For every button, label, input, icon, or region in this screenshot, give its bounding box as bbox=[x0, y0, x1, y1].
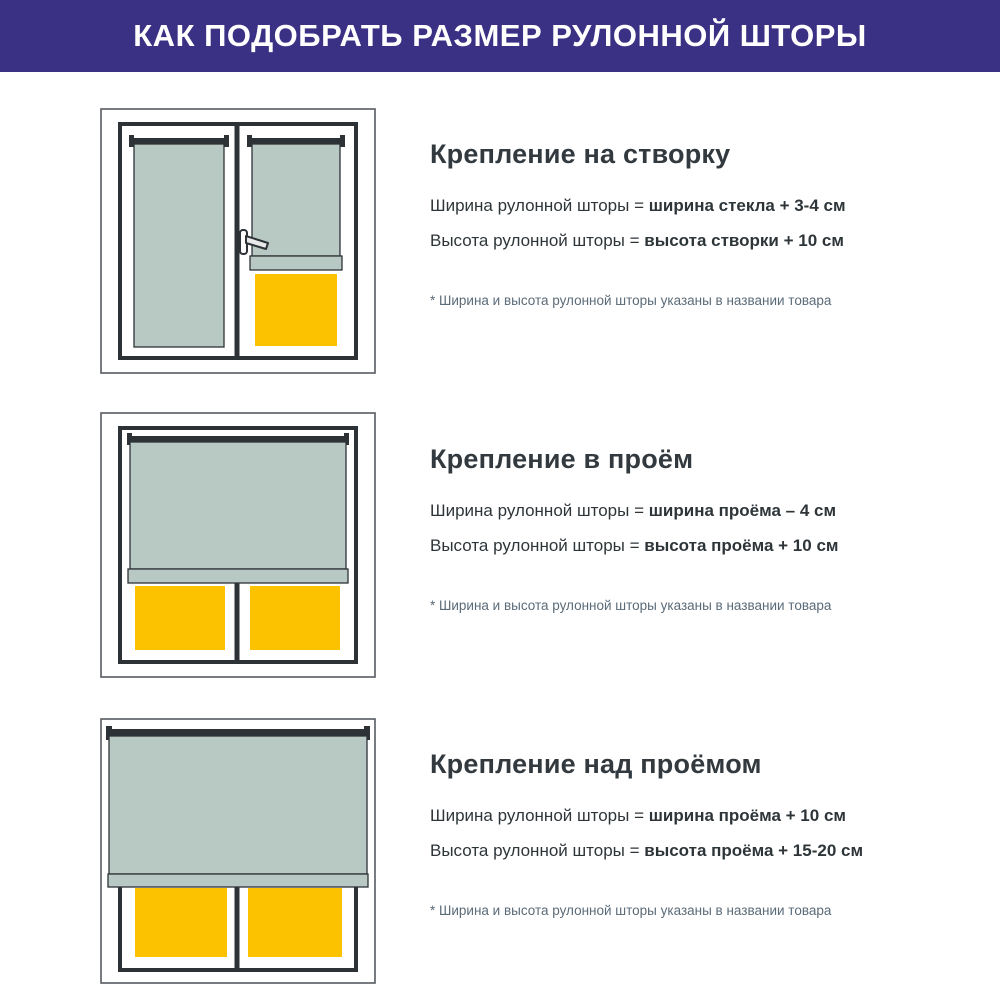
height-formula-value: высота проёма + 10 см bbox=[644, 536, 839, 555]
footnote: * Ширина и высота рулонной шторы указаны в названии товара bbox=[430, 903, 832, 918]
height-formula-prefix: Высота рулонной шторы = bbox=[430, 231, 645, 250]
window-blind-on-sash-icon bbox=[100, 108, 376, 374]
width-formula bbox=[430, 196, 910, 216]
width-formula bbox=[430, 501, 910, 521]
height-formula-value: высота створки + 10 см bbox=[644, 231, 844, 250]
height-formula-prefix: Высота рулонной шторы = bbox=[430, 536, 645, 555]
window-blind-above-opening-icon bbox=[100, 718, 376, 984]
window-blind-on-sash-illustration bbox=[100, 108, 376, 374]
width-formula-prefix: Ширина рулонной шторы = bbox=[430, 501, 649, 520]
window-blind-in-opening-illustration bbox=[100, 412, 376, 678]
width-formula-value: ширина проёма – 4 см bbox=[648, 501, 837, 520]
width-formula-prefix: Ширина рулонной шторы = bbox=[430, 806, 649, 825]
width-formula-value: ширина проёма + 10 см bbox=[648, 806, 846, 825]
section-title: Крепление на створку bbox=[430, 139, 731, 169]
width-formula bbox=[430, 806, 910, 826]
width-formula-prefix: Ширина рулонной шторы = bbox=[430, 196, 649, 215]
height-formula-prefix: Высота рулонной шторы = bbox=[430, 841, 645, 860]
width-formula-value: ширина стекла + 3-4 см bbox=[648, 196, 846, 215]
window-blind-above-opening-illustration bbox=[100, 718, 376, 984]
footnote: * Ширина и высота рулонной шторы указаны в названии товара bbox=[430, 598, 832, 613]
section-title: Крепление в проём bbox=[430, 444, 694, 474]
section-blind-in-opening bbox=[430, 444, 910, 613]
footnote: * Ширина и высота рулонной шторы указаны в названии товара bbox=[430, 293, 832, 308]
height-formula bbox=[430, 536, 910, 556]
section-blind-above-opening bbox=[430, 749, 910, 918]
window-blind-in-opening-icon bbox=[100, 412, 376, 678]
section-title: Крепление над проёмом bbox=[430, 749, 762, 779]
height-formula bbox=[430, 841, 910, 861]
height-formula bbox=[430, 231, 910, 251]
height-formula-value: высота проёма + 15-20 см bbox=[644, 841, 864, 860]
page-title: КАК ПОДОБРАТЬ РАЗМЕР РУЛОННОЙ ШТОРЫ bbox=[133, 18, 867, 53]
header-band bbox=[0, 0, 1000, 72]
section-blind-on-sash bbox=[430, 139, 910, 308]
